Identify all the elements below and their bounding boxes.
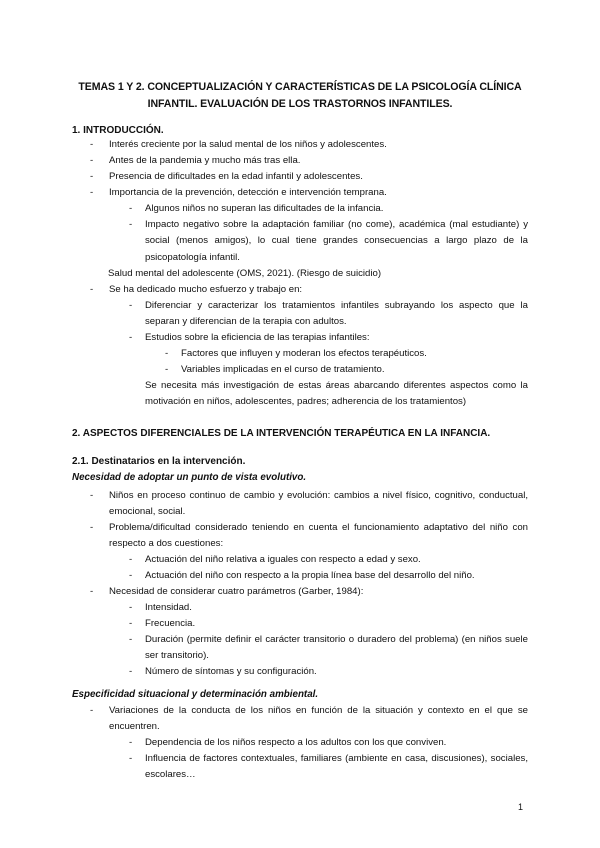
list-item: - Problema/dificultad considerado teniendo en cuenta el funcionamiento adaptativo del niño con respecto a dos cuestiones: [90, 522, 528, 550]
sub-list-item: - Duración (permite definir el carácter transitorio o duradero del problema) (en niños suele ser transitorio). [129, 634, 528, 662]
list-item: - Variaciones de la conducta de los niños en función de la situación y contexto en el que se encuentren. [90, 705, 528, 733]
sub-sub-list-item: - Variables implicadas en el curso de tratamiento. [165, 364, 385, 375]
sub-list-item: - Actuación del niño relativa a iguales con respecto a edad y sexo. [129, 554, 421, 565]
list-item: - Necesidad de considerar cuatro parámetros (Garber, 1984): [90, 586, 364, 597]
section-2-heading: 2. ASPECTOS DIFERENCIALES DE LA INTERVENCIÓN TERAPÉUTICA EN LA INFANCIA. [72, 428, 491, 439]
sub-list-item: - Intensidad. [129, 602, 192, 613]
document-title: TEMAS 1 Y 2. CONCEPTUALIZACIÓN Y CARACTERÍSTICAS DE LA PSICOLOGÍA CLÍNICA INFANTIL. EVALUACIÓN DE LOS TRASTORNOS INFANTILES. [78, 81, 522, 110]
sub-list-item: - Influencia de factores contextuales, familiares (ambiente en casa, discusiones), sociales, escolares… [129, 753, 528, 781]
situacional-title: Especificidad situacional y determinación ambiental. [72, 689, 319, 700]
list-item: - Antes de la pandemia y mucho más tras ella. [90, 155, 301, 166]
sub-list-item: - Actuación del niño con respecto a la propia línea base del desarrollo del niño. [129, 570, 475, 581]
closing-paragraph: Se necesita más investigación de estas áreas abarcando diferentes aspectos como la motivación en niños, adolescentes, padres; adherencia de los tratamientos) [145, 380, 528, 408]
sub-list-item: - Número de síntomas y su configuración. [129, 666, 317, 677]
list-item: - Interés creciente por la salud mental de los niños y adolescentes. [90, 139, 387, 150]
list-item: - Se ha dedicado mucho esfuerzo y trabajo en: [90, 284, 303, 295]
list-item: - Niños en proceso continuo de cambio y evolución: cambios a nivel físico, cognitivo, conductual, emocional, social. [90, 490, 528, 518]
sub-list-item: - Impacto negativo sobre la adaptación familiar (no come), académica (mal estudiante) y social (menos amigos), lo cual tiene grandes consecuencias a largo plazo de la psicopatología infantil. [129, 219, 528, 263]
page-number: 1 [518, 802, 524, 812]
list-item: - Presencia de dificultades en la edad infantil y adolescentes. [90, 171, 363, 182]
section-1-heading: 1. INTRODUCCIÓN. [72, 125, 164, 136]
sub-list-item: - Diferenciar y caracterizar los tratamientos infantiles subrayando los aspecto que la separan y diferencian de la terapia con adultos. [129, 300, 528, 328]
sub-list-item: - Frecuencia. [129, 618, 196, 629]
sub-sub-list-item: - Factores que influyen y moderan los efectos terapéuticos. [165, 348, 427, 359]
sub-list-item: - Estudios sobre la eficiencia de las terapias infantiles: [129, 332, 370, 343]
section-2-1-heading: 2.1. Destinatarios en la intervención. [72, 456, 246, 467]
evolutivo-title: Necesidad de adoptar un punto de vista evolutivo. [72, 472, 307, 483]
sub-list-item: - Dependencia de los niños respecto a los adultos con los que conviven. [129, 737, 447, 748]
oms-note: Salud mental del adolescente (OMS, 2021). (Riesgo de suicidio) [108, 268, 382, 279]
list-item: - Importancia de la prevención, detección e intervención temprana. [90, 187, 387, 198]
sub-list-item: - Algunos niños no superan las dificultades de la infancia. [129, 203, 384, 214]
